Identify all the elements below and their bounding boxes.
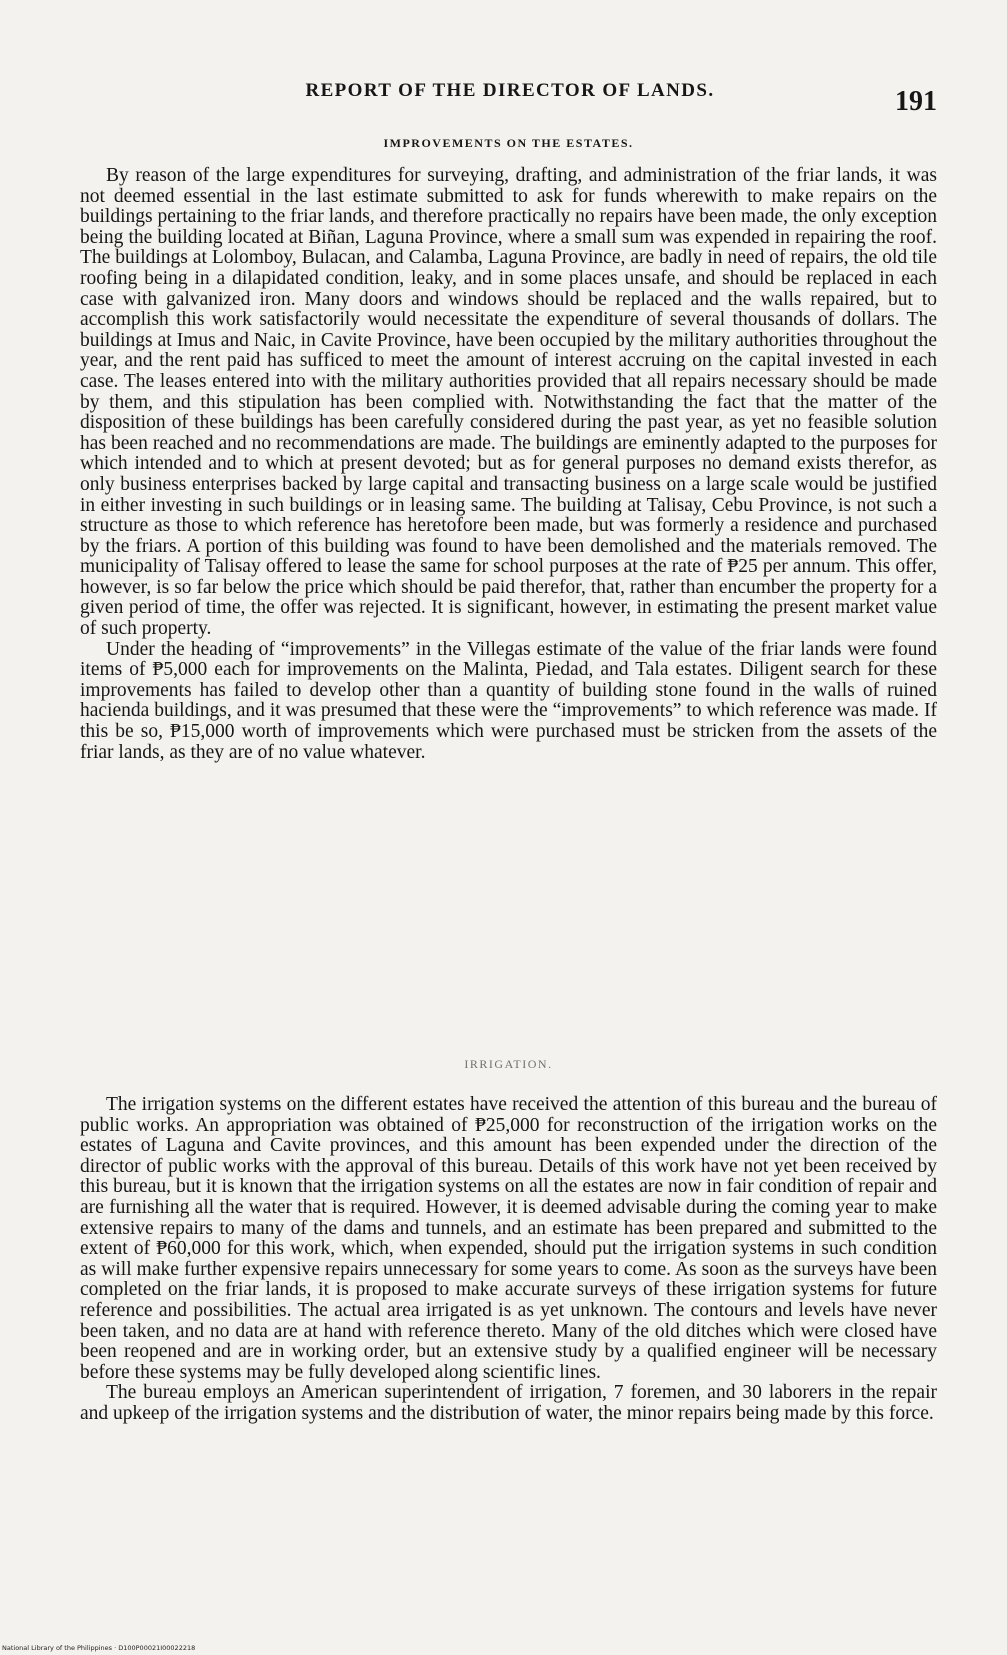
- paragraph: By reason of the large expenditures for surveying, drafting, and administration of the friar lands, it was not deemed essential in the last estimate submitted to ask for funds wherewith to make repairs on the buildings pertaining to the friar lands, and therefore practically no repairs have been made, the only exception being the building located at Biñan, Laguna Province, where a small sum was expended in repairing the roof. The buildings at Lolomboy, Bulacan, and Calamba, Laguna Province, are badly in need of repairs, the old tile roofing being in a dilapidated condition, leaky, and in some places unsafe, and should be replaced in each case with galvanized iron. Many doors and windows should be replaced and the walls repaired, but to accomplish this work satisfactorily would necessitate the expenditure of several thousands of dollars. The buildings at Imus and Naic, in Cavite Province, have been occupied by the military authorities throughout the year, and the rent paid has sufficed to meet the amount of interest accruing on the capital invested in each case. The leases entered into with the military authorities provided that all repairs necessary should be made by them, and this stipulation has been complied with. Notwithstanding the fact that the matter of the disposition of these buildings has been carefully considered during the past year, as yet no feasible solution has been reached and no recommendations are made. The buildings are eminently adapted to the purposes for which intended and to which at present devoted; but as for general purposes no demand exists therefor, as only business enterprises backed by large capital and transacting business on a large scale would be justified in either investing in such buildings or in leasing same. The building at Talisay, Cebu Province, is not such a structure as those to which reference has heretofore been made, but was formerly a residence and purchased by the friars. A portion of this building was found to have been demolished and the materials removed. The municipality of Talisay offered to lease the same for school purposes at the rate of ₱25 per annum. This offer, however, is so far below the price which should be paid therefor, that, rather than encumber the property for a given period of time, the offer was rejected. It is significant, however, in estimating the present market value of such property.: [80, 165, 937, 640]
- paragraph: The irrigation systems on the different estates have received the attention of this bureau and the bureau of public works. An appropriation was obtained of ₱25,000 for reconstruction of the irrigation works on the estates of Laguna and Cavite provinces, and this amount has been expended under the direction of the director of public works with the approval of this bureau. Details of this work have not yet been received by this bureau, but it is known that the irrigation systems on all the estates are now in fair condition of repair and are furnishing all the water that is required. However, it is deemed advisable during the coming year to make extensive repairs to many of the dams and tunnels, and an estimate has been prepared and submitted to the extent of ₱60,000 for this work, which, when expended, should put the irrigation systems in such condition as will make further expensive repairs unnecessary for some years to come. As soon as the surveys have been completed on the friar lands, it is proposed to make accurate surveys of these irrigation systems for future reference and possibilities. The actual area irrigated is as yet unknown. The contours and levels have never been taken, and no data are at hand with reference thereto. Many of the old ditches which were closed have been reopened and are in working order, but an extensive study by a qualified engineer will be necessary before these systems may be fully developed along scientific lines.: [80, 1094, 937, 1383]
- section-title-improvements: IMPROVEMENTS ON THE ESTATES.: [383, 136, 634, 150]
- paragraph: Under the heading of “improvements” in the Villegas estimate of the value of the friar lands were found items of ₱5,000 each for improvements on the Malinta, Piedad, and Tala estates. Diligent search for these improvements has failed to develop other than a quantity of building stone found in the walls of ruined hacienda buildings, and it was presumed that these were the “improvements” to which reference was made. If this be so, ₱15,000 worth of improvements which were purchased must be stricken from the assets of the friar lands, as they are of no value whatever.: [80, 638, 937, 763]
- section-body-improvements: [80, 166, 937, 763]
- section-title-irrigation: IRRIGATION.: [464, 1057, 553, 1071]
- page-number: 191: [895, 86, 937, 117]
- section-body-irrigation: [80, 1095, 937, 1425]
- paragraph: The bureau employs an American superintendent of irrigation, 7 foremen, and 30 laborers in the repair and upkeep of the irrigation systems and the distribution of water, the minor repairs being made by this force.: [80, 1382, 937, 1424]
- running-head: REPORT OF THE DIRECTOR OF LANDS.: [305, 80, 715, 101]
- scan-footer: National Library of the Philippines · D100P00021I00022218: [2, 1644, 196, 1652]
